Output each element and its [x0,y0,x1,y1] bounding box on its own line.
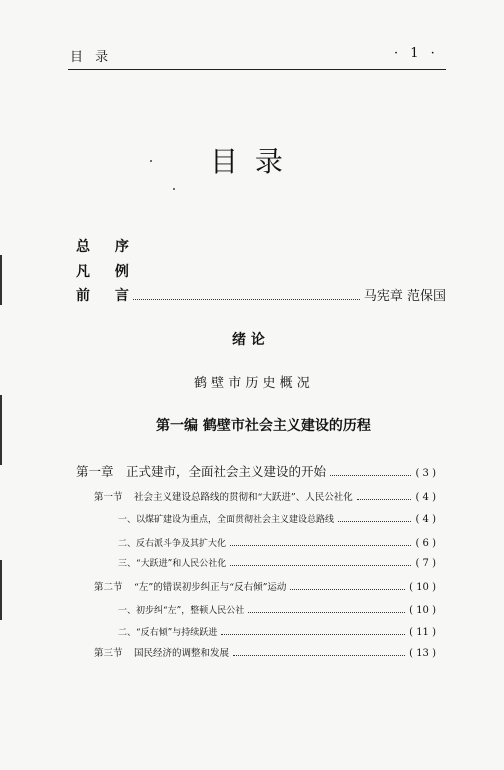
toc-page-number: ( 10 ) [409,582,436,593]
header-left: 目 录 [70,50,113,65]
toc-sub-title: 三、“大跃进”和人民公社化 [118,559,227,569]
header-page-number: · 1 · [394,46,439,61]
scan-edge-mark [0,255,2,305]
toc-page-number: ( 13 ) [409,648,436,659]
page-title: 目 录 [210,145,287,178]
toc-page-number: ( 3 ) [415,468,436,479]
toc-section-title: 国民经济的调整和发展 [134,648,230,659]
toc-section-row [94,579,436,594]
leader-dots [230,565,411,566]
toc-page-number: ( 6 ) [415,538,436,549]
leader-dots [290,589,405,590]
leader-dots [357,499,412,500]
front-item-foreword [76,285,446,305]
intro-subtitle: 鹤 壁 市 历 史 概 况 [194,376,310,391]
front-item-author: 马宪章 范保国 [363,289,446,304]
toc-section-title: 社会主义建设总路线的贯彻和“大跃进”、人民公社化 [134,492,353,503]
toc-chapter-number: 第一章 [76,464,114,479]
toc-page-number: ( 4 ) [415,492,436,503]
leader-dots [230,545,411,546]
toc-sub-row [118,625,436,639]
leader-dots [248,612,405,613]
front-item-label: 前 言 [76,288,139,304]
leader-dots [233,655,405,656]
toc-section-number: 第三节 [94,648,123,659]
front-item-notes: 凡 例 [76,264,139,280]
toc-chapter-row [76,462,436,480]
toc-sub-title: 一、以煤矿建设为重点，全面贯彻社会主义建设总路线 [118,515,335,525]
leader-dots [133,299,360,300]
scan-speck [173,188,175,190]
toc-page-number: ( 7 ) [415,558,436,569]
leader-dots [330,475,411,476]
header-rule [68,69,446,70]
toc-sub-title: 二、反右派斗争及其扩大化 [118,539,227,549]
toc-sub-row [118,556,436,570]
toc-page-number: ( 11 ) [409,627,436,638]
toc-section-number: 第一节 [94,492,123,503]
toc-section-row [94,489,436,504]
toc-sub-title: 一、初步纠“左”，整顿人民公社 [118,606,245,616]
toc-sub-row [118,536,436,550]
toc-section-row [94,645,436,660]
toc-page-number: ( 10 ) [409,605,436,616]
scan-speck [150,160,152,162]
scan-edge-mark [0,395,2,465]
front-item-preface: 总 序 [76,239,139,255]
toc-page-number: ( 4 ) [415,514,436,525]
leader-dots [221,634,405,635]
toc-sub-title: 二、“反右倾”与持续跃进 [118,628,218,638]
toc-section-number: 第二节 [94,582,123,593]
scan-edge-mark [0,560,2,620]
intro-heading: 绪 论 [232,332,265,348]
toc-section-title: “左”的错误初步纠正与“反右倾”运动 [134,582,287,593]
toc-sub-row [118,603,436,617]
leader-dots [338,521,411,522]
toc-sub-row [118,512,436,526]
toc-chapter-title: 正式建市，全面社会主义建设的开始 [126,464,327,479]
part-title: 第一编 鹤壁市社会主义建设的历程 [156,418,371,434]
